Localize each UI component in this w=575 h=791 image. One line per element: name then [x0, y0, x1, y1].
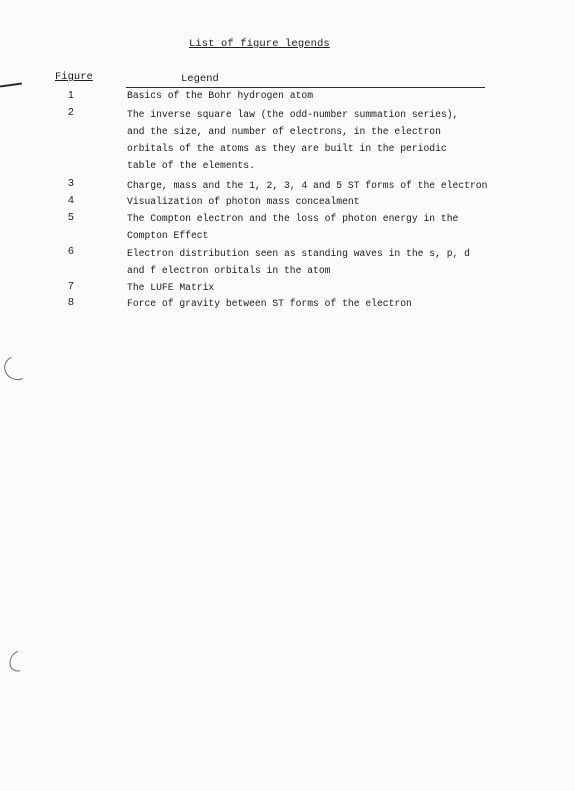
legend-line: Force of gravity between ST forms of the electron [127, 298, 412, 309]
legend-line: The inverse square law (the odd-number summation series), [127, 109, 459, 120]
legend-line: and f electron orbitals in the atom [127, 265, 331, 276]
page-title: List of figure legends [189, 38, 330, 50]
legend-text [127, 295, 412, 312]
legend-line: and the size, and number of electrons, in the electron [127, 126, 441, 137]
punch-hole-mark [6, 647, 33, 675]
figure-number: 7 [68, 280, 74, 292]
legend-line: orbitals of the atoms as they are built in the periodic [127, 143, 447, 154]
legend-text [127, 245, 470, 279]
legend-text [127, 193, 360, 210]
legend-text [127, 210, 458, 244]
figure-number: 4 [68, 194, 74, 206]
legend-line: Basics of the Bohr hydrogen atom [127, 90, 314, 101]
scan-edge-mark [0, 82, 22, 87]
figure-number: 5 [68, 211, 74, 223]
legend-column-header: Legend [181, 73, 219, 85]
figure-number: 1 [68, 89, 74, 101]
legend-text [127, 106, 458, 174]
legend-line: table of the elements. [127, 160, 255, 171]
figure-column-header: Figure [55, 71, 93, 83]
punch-hole-mark [1, 352, 34, 383]
legend-line: Charge, mass and the 1, 2, 3, 4 and 5 ST forms of the electron [127, 180, 488, 191]
figure-number: 2 [68, 106, 74, 118]
legend-line: The Compton electron and the loss of photon energy in the [127, 213, 459, 224]
figure-number: 6 [68, 245, 74, 257]
legend-text [127, 177, 487, 194]
legend-line: Visualization of photon mass concealment [127, 196, 360, 207]
figure-number: 3 [68, 177, 74, 189]
legend-text [127, 279, 214, 296]
legend-text [127, 87, 313, 104]
figure-number: 8 [68, 296, 74, 308]
legend-line: Electron distribution seen as standing waves in the s, p, d [127, 248, 470, 259]
legend-line: The LUFE Matrix [127, 282, 215, 293]
legend-line: Compton Effect [127, 230, 209, 241]
